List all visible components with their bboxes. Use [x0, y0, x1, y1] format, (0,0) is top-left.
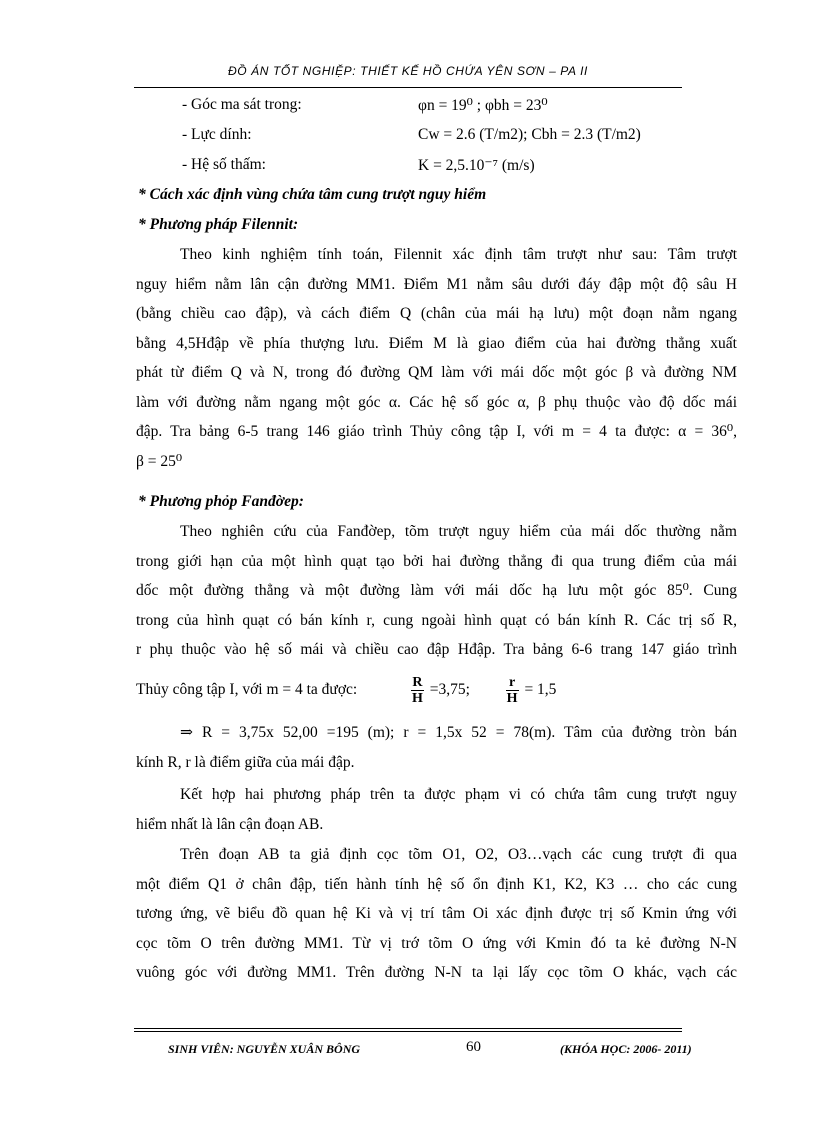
page-header: ĐỒ ÁN TỐT NGHIỆP: THIẾT KẾ HỒ CHỨA YÊN SƠN – PA II	[228, 64, 588, 78]
section-heading: * Phương phỏp Fanđờep:	[138, 493, 304, 510]
text-line: hiểm nhất là lân cận đoạn AB.	[136, 815, 324, 833]
property-label: - Hệ số thấm:	[182, 156, 266, 173]
paragraph-result	[136, 718, 737, 777]
ratio-value-1: =3,75;	[429, 681, 470, 698]
text-line: làm với đường nằm ngang một góc α. Các hệ số góc α, β phụ thuộc vào độ dốc mái	[136, 393, 737, 411]
ratio-R-over-H: $\frac{R}{H}$	[411, 674, 423, 706]
text-line: (bằng chiều cao đập), và cách điểm Q (chân của mái hạ lưu) một đoạn nằm ngang	[136, 305, 737, 322]
property-value: K = 2,5.10⁻⁷ (m/s)	[418, 157, 535, 174]
text-line: dốc một đường thẳng và một đường làm với mái dốc hạ lưu một góc 85⁰. Cung	[136, 582, 737, 599]
text-line: đập. Tra bảng 6-5 trang 146 giáo trình Thủy công tập I, với m = 4 ta được: α = 36⁰,	[136, 423, 737, 440]
text-line: trong của hình quạt có bán kính r, cung ngoài hình quạt có bán kính R. Các trị số R,	[136, 611, 737, 629]
header-rule	[134, 87, 682, 88]
section-heading: * Cách xác định vùng chứa tâm cung trượt nguy hiểm	[138, 186, 487, 203]
footer-course: (KHÓA HỌC: 2006- 2011)	[560, 1042, 692, 1056]
text-line: bằng 4,5Hđập về phía thượng lưu. Điểm M là giao điểm của hai đường thẳng xuất	[136, 334, 737, 352]
property-label: - Góc ma sát trong:	[182, 96, 302, 113]
text-line: kính R, r là điểm giữa của mái đập.	[136, 753, 355, 771]
text-line: Theo kinh nghiệm tính toán, Filennit xác định tâm trượt như sau: Tâm trượt	[180, 246, 737, 263]
text-line: cọc tõm O trên đường MM1. Từ vị trớ tõm O ứng với Kmin đó ta kẻ đường N-N	[136, 934, 737, 952]
property-value: Cw = 2.6 (T/m2); Cbh = 2.3 (T/m2)	[418, 126, 641, 143]
page-number: 60	[466, 1039, 481, 1055]
text-line: tương ứng, vẽ biểu đồ quan hệ Ki và vị trí tâm Oi xác định được trị số Kmin ứng với	[136, 905, 737, 922]
text-line: β = 25⁰	[136, 452, 183, 470]
text-line: ⇒ R = 3,75x 52,00 =195 (m); r = 1,5x 52 = 78(m). Tâm của đường tròn bán	[180, 724, 737, 741]
text-line: một điểm Q1 ở chân đập, tiến hành tính hệ số ổn định K1, K2, K3 … cho các cung	[136, 875, 737, 893]
text-line: trong giới hạn của một hình quạt tạo bởi hai đường thẳng đi qua trung điểm của mái	[136, 552, 737, 570]
text-line: r phụ thuộc vào hệ số mái và chiều cao đập Hđập. Tra bảng 6-6 trang 147 giáo trình	[136, 641, 737, 658]
paragraph-combine	[136, 780, 737, 839]
text-line: vuông góc với đường MM1. Trên đường N-N ta lại lấy cọc tõm O khác, vạch các	[136, 964, 737, 981]
text-line: Theo nghiên cứu của Fanđờep, tõm trượt nguy hiểm của mái dốc thường nằm	[180, 523, 737, 540]
ratio-value-2: = 1,5	[524, 681, 557, 698]
ratio-prefix: Thủy công tập I, với m = 4 ta được:	[136, 681, 358, 698]
text-line: Kết hợp hai phương pháp trên ta được phạm vi có chứa tâm cung trượt nguy	[180, 786, 737, 803]
paragraph-procedure	[136, 840, 737, 988]
section-heading: * Phương pháp Filennit:	[138, 216, 299, 233]
text-line: nguy hiểm nằm lân cận đường MM1. Điểm M1 nằm sâu dưới đáy đập một độ sâu H	[136, 275, 737, 293]
ratio-r-over-H: $\frac{r}{H}$	[506, 674, 518, 706]
footer-student: SINH VIÊN: NGUYỄN XUÂN BÔNG	[168, 1042, 361, 1056]
text-line: Trên đoạn AB ta giả định cọc tõm O1, O2, O3…vạch các cung trượt đi qua	[180, 846, 737, 863]
paragraph-filennit	[136, 240, 737, 476]
paragraph-fandeep	[136, 517, 737, 665]
property-label: - Lực dính:	[182, 126, 252, 143]
property-value: φn = 19⁰ ; φbh = 23⁰	[418, 97, 548, 114]
ratio-line	[136, 670, 737, 710]
footer-rule-double	[134, 1031, 682, 1032]
footer-rule	[134, 1028, 682, 1029]
text-line: phát từ điểm Q và N, trong đó đường QM làm với mái dốc một góc β và đường NM	[136, 364, 737, 381]
